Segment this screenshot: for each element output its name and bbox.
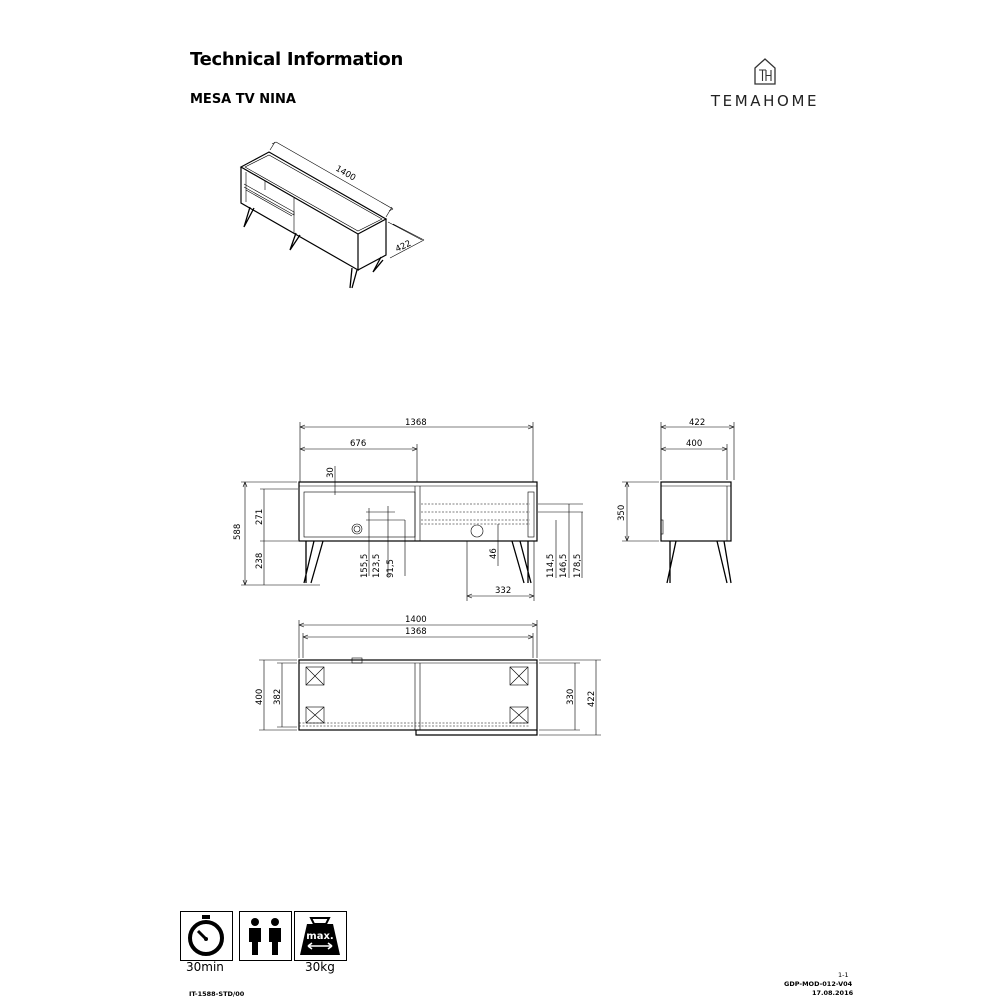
page-number: 1-1: [838, 971, 849, 979]
front-lower-height-label: 238: [255, 552, 265, 569]
two-persons-icon: [240, 912, 290, 959]
front-left-section-label: 676: [350, 439, 367, 449]
front-view: [233, 418, 583, 601]
top-view: [255, 615, 601, 735]
max-label: max.: [306, 931, 334, 942]
page-title: Technical Information: [190, 49, 403, 70]
two-persons-badge: [239, 911, 292, 961]
side-body-height-label: 350: [617, 504, 627, 521]
front-top-offset-label: 30: [326, 467, 336, 478]
front-right-c-label: 178,5: [573, 553, 583, 578]
front-right-a-label: 114,5: [546, 553, 556, 578]
isometric-view: [241, 142, 424, 288]
stopwatch-icon: [181, 912, 231, 959]
side-view: [617, 418, 734, 583]
front-right-b-label: 146,5: [559, 553, 569, 578]
assembly-time-label: 30min: [186, 960, 224, 974]
top-right-inner-label: 330: [566, 688, 576, 705]
max-weight-icon: [295, 912, 345, 959]
front-height-label: 588: [233, 523, 243, 540]
iso-depth-label: 422: [394, 238, 413, 255]
top-left-inner-label: 382: [273, 688, 283, 705]
side-total-depth-label: 422: [689, 418, 706, 428]
iso-width-label: 1400: [333, 163, 358, 184]
top-outer-width-label: 1400: [405, 615, 427, 625]
front-shelf-a-label: 155,5: [360, 553, 370, 578]
side-inner-depth-label: 400: [686, 439, 703, 449]
front-right-section-label: 332: [495, 586, 512, 596]
corner-bracket-marks: [306, 667, 528, 723]
front-hole-height-label: 46: [489, 548, 499, 559]
top-left-outer-label: 400: [255, 688, 265, 705]
assembly-time-badge: [180, 911, 233, 961]
brand-name: TEMAHOME: [710, 92, 820, 110]
product-name: MESA TV NINA: [190, 92, 296, 107]
doc-code: IT-1588-STD/00: [189, 990, 245, 998]
doc-date: 17.08.2016: [812, 989, 854, 997]
model-code: GDP-MOD-012-V04: [784, 980, 853, 988]
max-weight-label: 30kg: [305, 960, 335, 974]
front-shelf-b-label: 123,5: [372, 553, 382, 578]
front-width-label: 1368: [405, 418, 427, 428]
max-weight-badge: [294, 911, 347, 961]
top-inner-width-label: 1368: [405, 627, 427, 637]
front-shelf-c-label: 91,5: [386, 559, 396, 578]
top-right-outer-label: 422: [587, 690, 597, 707]
front-upper-height-label: 271: [255, 508, 265, 525]
